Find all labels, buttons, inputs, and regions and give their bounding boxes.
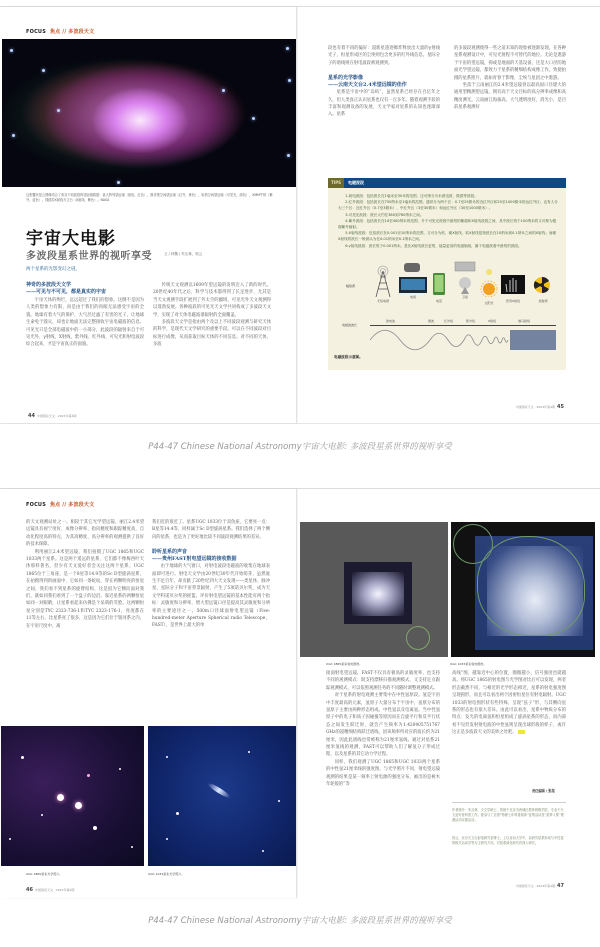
- section-header: [26, 28, 94, 35]
- ugc1865-radio-image: [300, 522, 448, 657]
- tips-item: 3.可见光波段：波长大约在380到760纳米之间。: [345, 212, 424, 217]
- contour-circle: [406, 626, 430, 650]
- lead-text: 两个星系的光影变幻之谜。: [26, 267, 80, 272]
- page-folio: 中国国家天文 · 2023年第4期 45: [515, 404, 564, 410]
- page-number: 44: [28, 413, 35, 419]
- ugc1865-optical-photo: [1, 726, 144, 866]
- band-label: 伽马射线: [518, 319, 531, 323]
- spread-caption: P44-47 Chinese National Astronomy宇宙大电影: 多波段星系世界的视听享受: [148, 916, 452, 926]
- column-1: [326, 670, 440, 789]
- divider: [452, 802, 566, 803]
- body-paragraph: 宇宙天体的绚烂，远远超过了我们的想象。这倒不是因为人类的想象力有限，而是由于我们的肉眼无法感受宇宙的全貌。地球有着大气的保护，大气层过滤了有害的光子，让地球生命免于毁灭，却也让地面无法完整接收宇宙电磁波的信息。可见光只是全部电磁波中的一小部分，此波段的辐射来自于可见光外，γ射线、X射线、紫外线、红外线、可见光和射电波段综合起来，才是宇宙真正的面貌。: [26, 298, 144, 348]
- band-label: 微波: [428, 319, 435, 323]
- body-paragraph: 我们近的很近了。星系UGC 1033位于双鱼座，它要亮一点：B星等14.4等，同样属于Sc D型旋涡星系。我们选择了两个侧向的星系，也是为了更好地比较不同波段观测结果的差异。: [152, 520, 270, 540]
- radio-tower-icon: 无线电塔: [368, 265, 398, 305]
- author-bio: 作者简介：朱丛林，天文学硕士，曾就于北京市西城区教育研修学院，专业于天文爱好者科普工作。曾参与了全国“物理七年科普阅读”征集活动及“星梦入冕”观测活动实施活动。: [452, 808, 564, 822]
- author-bio: 郭云，北京天文台射电研究室博士，上以目前大学中，以研究星系形成与中性氢的相关运动学等为主研究方向，对星系演化研究有深入研究。: [452, 836, 564, 845]
- band-label: X射线: [488, 319, 497, 323]
- page-folio: 44 中国国家天文 · 2023年第4期: [28, 413, 77, 419]
- body-paragraph: 同样，我们观测了UGC 1865和UGC 1033两个星系的中性氢21厘米线的强度图。与光学照片不同，射电望远镜观测的结果是某一频率上射电源的强度分布，画出的是树木年轮般的“等: [326, 759, 440, 788]
- tips-item: 4.紫外波段：包括波长在10至400纳米的范围，介于可见光波段中最短的紫端和X射线波段之间，其中波长短于100纳米的又可称为极端紫外辐射。: [338, 218, 557, 230]
- focus-label: FOCUS: [26, 29, 46, 35]
- body-paragraph: 利用丽江2.4米望远镜，我们拍摄了UGC 1865和UGC 1033两个星系。这是两个遥远的星系，它们都不像梅西叶天体那样著名，但少有天文爱好者会关注这两个星系。UGC 1865位于三角座，是一个8星等14.9等的Sc D型旋涡星系，在拍摄得到的画面中，它如同一条蛇纹，穿在两颗明亮的恒星之间，我们看不到星系的旋臂结构，这是因为它侧向面对我们，就如同我们看到了一个盘子的边沿。靠近星系的两颗恒星如同一对眼睛，让星系看起来仿佛是个呆萌的笑脸。这两颗恒星分别是TYC 2323-736-1和TYC 2323-176-1，亮度都在11等左右，比星系亮了很多，这是因为它们位于银河系之内，在宇宙尺度中，离: [26, 549, 144, 629]
- tips-badge: TIPS: [328, 178, 344, 188]
- page-folio: 中国国家天文 · 2023年第4期 47: [515, 883, 564, 889]
- body-paragraph: 多波段天文学是指由两个及以上不同波段观测与研究天体的科学，是现代天文学研究的重要手段。可以在不同波段对目标进行成像，从而获取目标天体的不同信息。对不同的天体，多波: [153, 320, 271, 348]
- bands-row-label: 电磁波波长: [342, 323, 358, 327]
- galaxy-streak: [207, 781, 232, 799]
- body-paragraph: 坐落于云南丽江的2.4米望远镜曾以最高固口径建大的通用型精测望远镜，拥有高于天文目标的高分辨率成像和高精度测光。云南丽江海拔高，大气透明度好，消光小，是目前星系观测好: [454, 83, 566, 111]
- section-header: [26, 501, 94, 508]
- television-icon: 电视: [398, 261, 428, 301]
- spectrum-caption: 电磁波段示意图。: [334, 355, 363, 359]
- radiation-icon: 放射源: [528, 265, 558, 305]
- section-label: 焦点 // 多波段天文: [49, 29, 95, 35]
- satellite-dish-icon: 卫星: [450, 261, 480, 301]
- contour-circle: [453, 524, 493, 564]
- column-2: [153, 282, 271, 349]
- tips-header-bar: [328, 178, 566, 188]
- sources-row-label: 辐射源: [346, 284, 356, 288]
- tips-item: 2.红外波段：包括波长在750纳米至1毫米的范围。通常分为两个区：0.7至25微米的近红外区和25至1000微米的远红外区；也有人分为三个区：近红外区（0.7至3微米）、中红外区（3至30微米）和远红外区（30至1000微米）。: [338, 200, 558, 211]
- page-45: [298, 7, 600, 423]
- page-number: 46: [26, 887, 33, 893]
- crab-nebula-image: [2, 39, 296, 187]
- phone-icon: 电话: [424, 265, 454, 305]
- magazine-spread-p46-47: [0, 488, 600, 898]
- tips-title: 电磁波段: [348, 180, 364, 185]
- band-label: 红外线: [444, 319, 454, 323]
- spread-caption: P44-47 Chinese National Astronomy宇宙大电影: 多波段星系世界的视听享受: [148, 442, 452, 452]
- body-paragraph: 高线”图，越靠近中心的位置，圈圈越小，信号强度也就越高。将UGC 1865的射电图与光学图对比后可以发现，两者形态截然不同，与相近的光学形态相近，星系的射电强度图呈现圆形，而且可以看出两个因密恒星位有射电辐射。UGC 1033的射电图形状有些特殊，呈现“弦子”形，与其侧向星系的形态也有很大差异。由此可以看出，星系中物质分布的特点：发光的电离氢和恒星组成了旋涡星系的形态，而内部看不见但发射射电波的中性氢则呈现出球形般的样子，或许这正是多波段天文的美妙之处吧。: [452, 671, 566, 736]
- body-paragraph: 星系是宇宙中的“岛屿”，虽然星系已经存在百亿年之久，但人类真正认识星系也仅有一百多年。随着观测手段的丰富和观测设备的发展，天文学家对星系的认知也逐渐深入。星系: [328, 90, 440, 118]
- contour-line: [477, 536, 585, 636]
- body-paragraph: 由于地球的大气窗口，对射电波段电磁波的收集在地球表面即可进行。射电天文学由20世纪30年代开始萌芽，虽然诞生不足百年，却贡献了20世纪四大天文发现——类星体、脉冲星、星际分子和宇宙背景辐射，产生了5项诺贝尔奖，成为天文学科诺贝尔奖的摇篮。评价射电望远镜的基本性能有两个指标：灵敏度和分辨率，增大望远镜口径是提高其灵敏度和分辨率的主要途径之一。500m口径球面射电望远镜（Five-hundred-meter Aperture Spherical radio Telescope，FAST），是世界上最大的单: [152, 564, 270, 629]
- column-1: [26, 519, 144, 630]
- em-spectrum-diagram: [328, 261, 566, 366]
- page-number: 45: [557, 404, 564, 410]
- column-2: [454, 45, 566, 112]
- editor-credit: 责任编辑 / 张超: [532, 789, 555, 793]
- byline: 文 / 钟魏 / 朱丛林、郭云: [164, 252, 203, 256]
- page-46: [0, 489, 297, 898]
- page-number: 47: [557, 883, 564, 889]
- body-paragraph: 对于星系的射电观测主要集中在中性氢原段。氢是宇宙中丰度最高的元素，氢原子大量分布于宇宙中，氢原分布的氢原子主要由两种形态组成。中性氢以及电离氢。当中性氢原子中的电子和质子因碰撞等原因而在自旋平行和反平行状态之间发生跃迁时，就会产生频率为1.420405751767 GHz的超精细结构跃迁谱线，因该频率所对应的波长约为21厘米，因此此谱线也常被称为21厘米氢线。通过对星系21厘米氢线的观测，FAST可以帮助人们了解氢分子形成过程，以及星系的其它动力学过程。: [326, 693, 440, 758]
- body-paragraph: 段也有着不同的偏好：超新星遗迹爆炸释放出大量的γ射线光子，恒星形成区的尘埃则包含更多的红外线信息，星际分子的谱线则在射电波段被观测到。: [328, 46, 440, 66]
- body-paragraph: 传统天文观测以1609年望远镜的发明迈入了新的时代。20世纪40年代之后，科学与技术都得到了长足进步，尤其是当天文观测手段扩展到了外太空的疆域，可见光外天文观测得以蓬勃发展。各种波段的可见光天文学共同构成了多波段天文学，实现了对天体电磁波谱辐射的全面覆盖。: [153, 283, 271, 318]
- wave-graphic: [370, 329, 556, 351]
- band-label: 射电波: [386, 319, 396, 323]
- tips-list: [338, 193, 558, 249]
- tips-box: [328, 178, 566, 370]
- section-heading: 神奇的多波段天文学: [26, 282, 72, 288]
- section-heading: 星系的光学影像: [328, 75, 364, 82]
- section-label: 焦点 // 多波段天文: [49, 502, 95, 508]
- column-1: [26, 282, 144, 349]
- xray-hand-icon: 医用X射线: [498, 265, 528, 305]
- photo-caption: UGC 1865星系光学照片。: [26, 872, 63, 876]
- article-subtitle: 多波段星系世界的视听享受: [26, 251, 152, 262]
- sun-icon: 太阳光: [474, 267, 504, 307]
- article-title: 宇宙大电影: [26, 229, 116, 249]
- body-paragraph: 的天文观测站址之一。相较于其它光学望远镜，丽江2.4米望远镜具有视宁度好、成像分辨率、指向精度和跟踪精度高，自动化程度高的特点，为其高精度、高分辨率的观测提供了良好的技术保障。: [26, 520, 144, 548]
- ugc1033-radio-image: [451, 522, 595, 657]
- column-1: [328, 45, 440, 119]
- photo-caption: UGC 1033星系射电图像。: [450, 662, 487, 666]
- ugc1033-optical-photo: [148, 726, 296, 866]
- section-subheading: ——贵州FAST射电望远镜的接收数据: [152, 556, 237, 563]
- page-44: [0, 7, 297, 423]
- page-folio: 46 中国国家天文 · 2023年第4期: [26, 887, 75, 893]
- focus-label: FOCUS: [26, 502, 46, 508]
- photo-caption: UGC 1865星系射电图像。: [326, 662, 363, 666]
- body-paragraph: 的多波段观测使得一些之前未知的现象被逐渐发现。在各种星系观测设计中，可见光射程不可替代的地位。无论是遨游于宇宙的望远镜，抑或是地面的天基设备，还是大口径的地面光学望远镜，都致力于星系的精细结构成像工作。致使拍摄的星系照片，就如青春于影像，尘埃与星团之中遨游。: [454, 46, 566, 81]
- section-heading: 聆听星系的声音: [152, 549, 188, 556]
- section-subheading: ——云南天文台2.4米望远镜的佳作: [328, 82, 407, 89]
- band-label: 紫外线: [466, 319, 476, 323]
- column-2: [152, 519, 270, 630]
- hero-caption: 这张蟹状星云图像结合了来自不同波段的望远镜数据：甚大阵列望远镜（射电，红色），斯皮策空间望远镜（红外，黄色），哈勃空间望远镜（可见光，绿色），XMM牛顿（紫外，蓝色），钱德拉X射线天文台（X射线，紫色）。NASA: [26, 193, 273, 202]
- end-mark-icon: [518, 730, 525, 734]
- tips-item: 6.γ射线波段：波长短于0.001纳米，是比X射线波长更短、能量更高的电磁辐射，属于电磁波谱中最短的波段。: [345, 243, 522, 248]
- band-axis: [370, 325, 556, 326]
- tips-item: 5.X射线波段：包括波长在0.001至10纳米的范围，又可分为软、硬X射线，软X射线是指波长在10纳米到0.1纳米之间的X射线；而硬X射线的波长一般被认为在0.01纳米至0.1纳米之间。: [338, 231, 557, 242]
- section-subheading: ——可见与不可见，都是真实的宇宙: [26, 289, 107, 295]
- body-paragraph: 接面射电望远镜，FAST不仅具有极高的灵敏度率，也支持不同的观测模式：既支持漂移扫描观测模式，又支持定点跟踪观测模式，可以依照观测任务的不同随时调整观测模式。: [326, 671, 440, 691]
- photo-caption: UGC 1033星系光学照片。: [148, 872, 185, 876]
- tips-item: 1.射电波段：包括波长在1毫米至30米的范围，还可细分为米波电波、微波等波段。: [345, 194, 478, 198]
- column-2: [452, 670, 566, 737]
- magazine-spread-p44-45: [0, 6, 600, 424]
- page-47: [298, 489, 600, 898]
